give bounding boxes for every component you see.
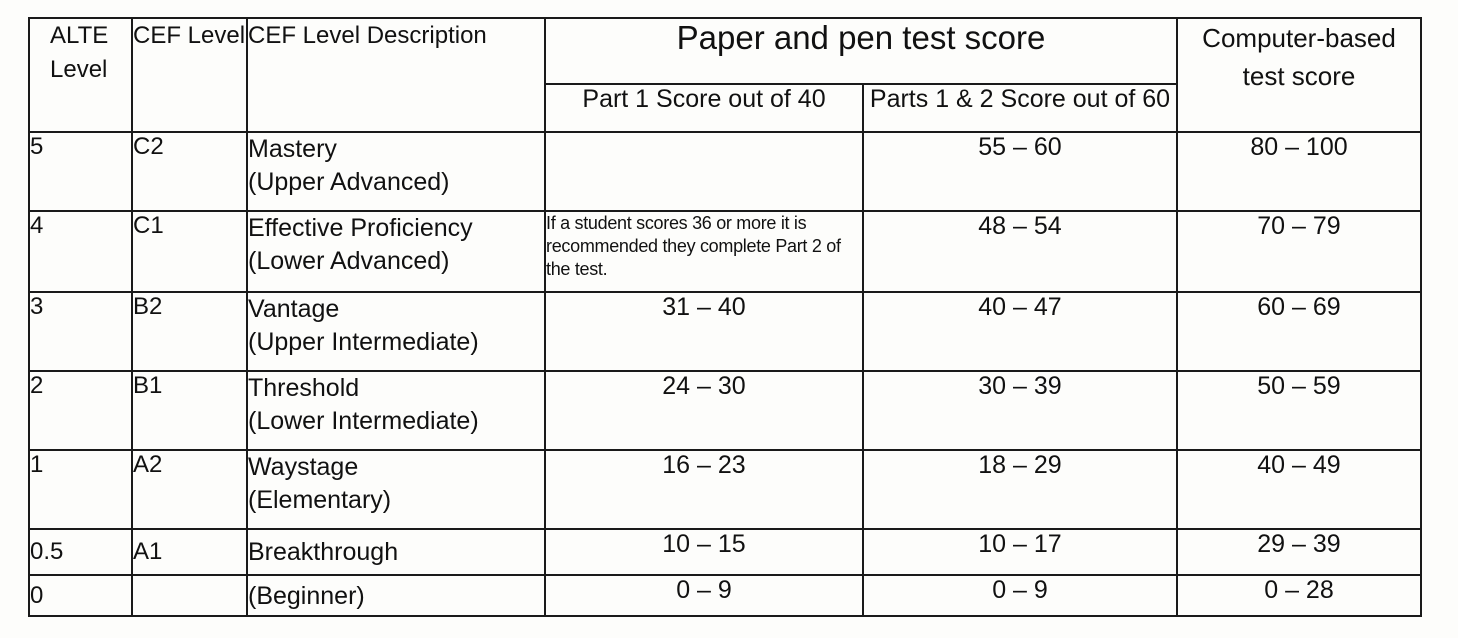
- table-row: [29, 450, 1421, 529]
- computer-score-cell: 0 – 28: [1177, 575, 1421, 616]
- description-sublevel: (Lower Intermediate): [248, 407, 479, 435]
- part1-score-cell: [545, 132, 863, 211]
- parts12-score-cell: 40 – 47: [863, 292, 1177, 371]
- cef-level-cell: B2: [132, 292, 247, 371]
- description-name: Breakthrough: [248, 538, 399, 566]
- score-conversion-table: [28, 17, 1422, 617]
- description-cell: [247, 529, 545, 575]
- part1-score-cell: 10 – 15: [545, 529, 863, 575]
- table-row: [29, 292, 1421, 371]
- description-cell: [247, 450, 545, 529]
- table-row: [29, 575, 1421, 616]
- description-cell: [247, 132, 545, 211]
- computer-score-cell: 50 – 59: [1177, 371, 1421, 450]
- description-name: Threshold: [248, 374, 360, 402]
- description-sublevel: (Upper Advanced): [248, 168, 450, 196]
- table-row: [29, 529, 1421, 575]
- header-cef-description: CEF Level Description: [247, 18, 545, 132]
- parts12-score-cell: 30 – 39: [863, 371, 1177, 450]
- alte-level-cell: 2: [29, 371, 132, 450]
- cef-level-cell: A1: [132, 529, 247, 575]
- header-row-1: [29, 18, 1421, 84]
- part1-score-cell: 0 – 9: [545, 575, 863, 616]
- cef-level-cell: [132, 575, 247, 616]
- header-alte-level: ALTE Level: [29, 18, 132, 132]
- header-parts12: Parts 1 & 2 Score out of 60: [863, 84, 1177, 132]
- alte-level-cell: 0.5: [29, 529, 132, 575]
- alte-level-cell: 4: [29, 211, 132, 292]
- description-cell: [247, 292, 545, 371]
- header-computer-based: Computer-based test score: [1177, 18, 1421, 132]
- table-row: [29, 371, 1421, 450]
- computer-score-cell: 80 – 100: [1177, 132, 1421, 211]
- parts12-score-cell: 0 – 9: [863, 575, 1177, 616]
- parts12-score-cell: 18 – 29: [863, 450, 1177, 529]
- cef-level-cell: C2: [132, 132, 247, 211]
- header-part1: Part 1 Score out of 40: [545, 84, 863, 132]
- part1-score-cell: 24 – 30: [545, 371, 863, 450]
- cef-level-cell: C1: [132, 211, 247, 292]
- alte-level-cell: 5: [29, 132, 132, 211]
- alte-level-cell: 1: [29, 450, 132, 529]
- description-name: Vantage: [248, 295, 340, 323]
- table-row: [29, 211, 1421, 292]
- header-cef-level: CEF Level: [132, 18, 247, 132]
- description-name: Mastery: [248, 135, 337, 163]
- cef-level-cell: B1: [132, 371, 247, 450]
- description-cell: [247, 371, 545, 450]
- description-sublevel: (Upper Intermediate): [248, 328, 479, 356]
- description-name: Effective Proficiency: [248, 214, 473, 242]
- computer-score-cell: 70 – 79: [1177, 211, 1421, 292]
- alte-level-cell: 3: [29, 292, 132, 371]
- parts12-score-cell: 10 – 17: [863, 529, 1177, 575]
- parts12-score-cell: 55 – 60: [863, 132, 1177, 211]
- part1-score-cell: 16 – 23: [545, 450, 863, 529]
- description-name: (Beginner): [248, 582, 365, 610]
- description-cell: [247, 575, 545, 616]
- description-sublevel: (Elementary): [248, 486, 392, 514]
- description-cell: [247, 211, 545, 292]
- description-name: Waystage: [248, 453, 359, 481]
- alte-level-cell: 0: [29, 575, 132, 616]
- computer-score-cell: 40 – 49: [1177, 450, 1421, 529]
- computer-score-cell: 29 – 39: [1177, 529, 1421, 575]
- parts12-score-cell: 48 – 54: [863, 211, 1177, 292]
- part1-note-cell: If a student scores 36 or more it is recommended they complete Part 2 of the test.: [545, 211, 863, 292]
- part1-score-cell: 31 – 40: [545, 292, 863, 371]
- header-paper-and-pen: Paper and pen test score: [545, 18, 1177, 84]
- table-row: [29, 132, 1421, 211]
- computer-score-cell: 60 – 69: [1177, 292, 1421, 371]
- cef-level-cell: A2: [132, 450, 247, 529]
- description-sublevel: (Lower Advanced): [248, 247, 450, 275]
